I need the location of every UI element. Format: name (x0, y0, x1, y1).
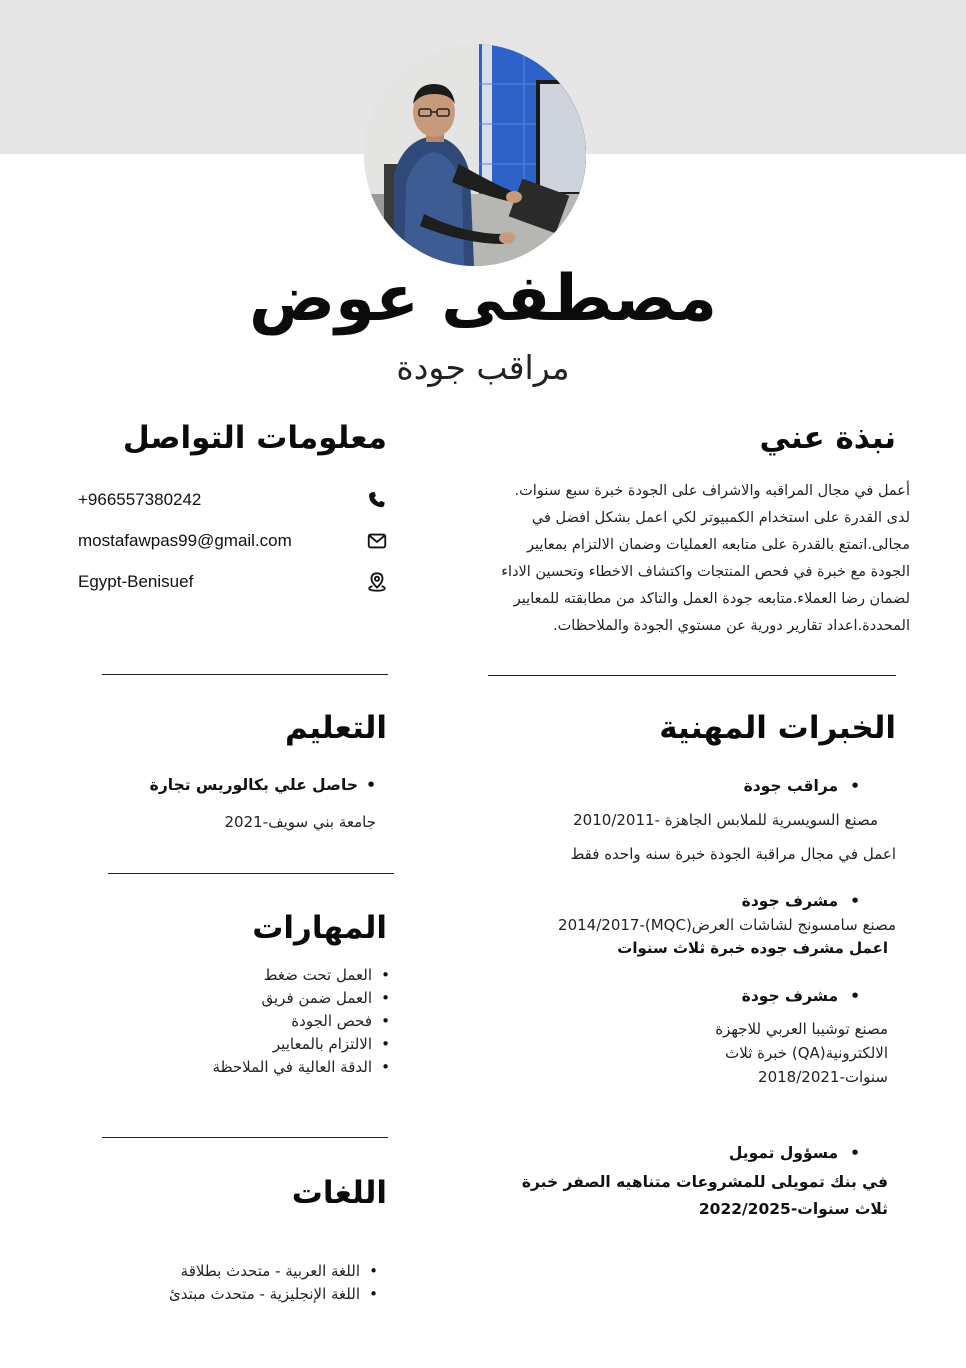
email-address[interactable]: mostafawpas99@gmail.com (78, 531, 292, 550)
person-name: مصطفى عوض (248, 262, 718, 336)
skills-list (213, 964, 390, 1079)
education-degree: • حاصل علي بكالوريس تجارة (150, 776, 358, 794)
contact-email-row (78, 528, 388, 554)
experience-company: مصنع السويسرية للملابس الجاهزة -2010/2011 (573, 811, 878, 829)
job-title: مراقب جودة (396, 348, 570, 387)
phone-icon (366, 489, 388, 511)
experience-description: اعمل في مجال مراقبة الجودة خبرة سنه واحده فقط (570, 845, 896, 863)
experience-company: مصنع توشيبا العربي للاجهزة الالكترونية(QA) خبرة ثلاث سنوات-2018/2021 (715, 1020, 888, 1086)
skill-item: • الدقة العالية في الملاحظة (213, 1056, 372, 1079)
contact-divider (102, 674, 388, 675)
experience-title: • مراقب جودة (744, 777, 860, 795)
education-university: جامعة بني سويف-2021 (224, 813, 376, 831)
skills-divider (102, 1137, 388, 1138)
education-divider (108, 873, 394, 874)
language-item: • اللغة الإنجليزية - متحدث مبتدئ (169, 1283, 360, 1306)
phone-number[interactable]: +966557380242 (78, 490, 202, 509)
contact-heading: معلومات التواصل (122, 420, 387, 456)
contact-phone-row (78, 487, 388, 513)
language-item: • اللغة العربية - متحدث بطلاقة (169, 1260, 360, 1283)
experience-title: • مشرف جودة (742, 987, 860, 1005)
skill-item: • الالتزام بالمعايير (213, 1033, 372, 1056)
about-heading: نبذة عني (759, 420, 896, 456)
languages-list (169, 1260, 378, 1306)
profile-photo (364, 44, 586, 266)
skills-heading: المهارات (252, 910, 387, 946)
education-heading: التعليم (284, 710, 387, 746)
mail-icon (366, 530, 388, 552)
languages-heading: اللغات (291, 1175, 387, 1211)
experience-description: اعمل مشرف جوده خبرة ثلاث سنوات (617, 939, 888, 957)
contact-location-row (78, 569, 388, 595)
experience-title: • مشرف جودة (742, 892, 860, 910)
location-icon (366, 571, 388, 593)
experience-company: مصنع سامسونج لشاشات العرض(MQC)-2014/2017 (558, 916, 896, 934)
skill-item: • فحص الجودة (213, 1010, 372, 1033)
experience-heading: الخبرات المهنية (659, 710, 896, 746)
skill-item: • العمل تحت ضغط (213, 964, 372, 987)
education-list (150, 776, 376, 794)
experience-description: في بنك تمويلى للمشروعات متناهيه الصفر خبرة ثلاث سنوات-2022/2025 (521, 1173, 888, 1218)
experience-title: • مسؤول تمويل (729, 1144, 860, 1162)
about-divider (488, 675, 896, 676)
location-text: Egypt-Benisuef (78, 572, 194, 591)
skill-item: • العمل ضمن فريق (213, 987, 372, 1010)
about-text: أعمل في مجال المراقبه والاشراف على الجودة خبرة سبع سنوات. لدى القدرة على استخدام الكمبيوتر لكي اعمل بشكل افضل في مجالى.اتمتع بالقدرة على متابعه العمليات وضمان الالتزام بمعايير الجودة مع خبرة في فحص المنتجات واكتشاف الاخطاء وتحسين الاداء لضمان رضا العملاء.متابعه جودة العمل والتاكد من مطابقته للمعايير المحددة.اعداد تقارير دورية عن مستوي الجودة والملاحظات. (501, 483, 910, 634)
